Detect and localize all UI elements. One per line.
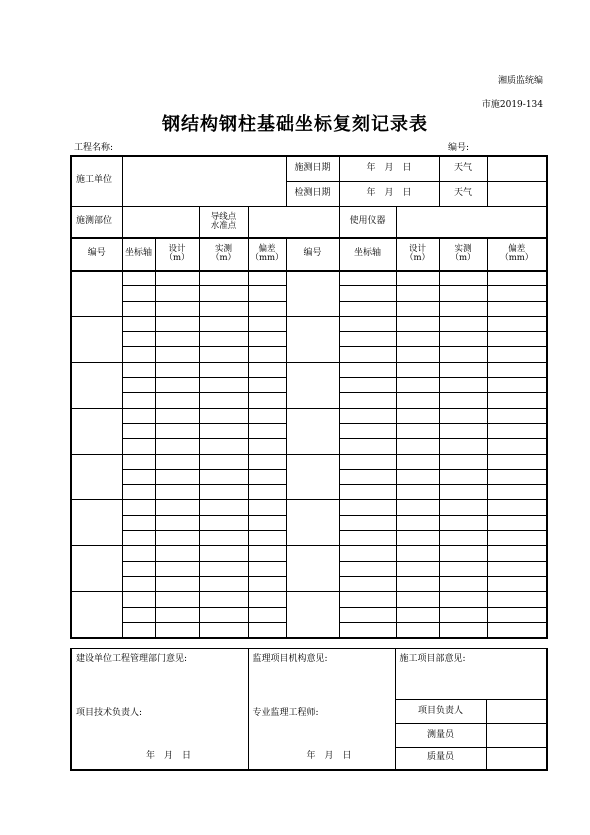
- measured-cell[interactable]: [439, 362, 487, 377]
- col-deviation-1-unit: （mm）: [250, 252, 284, 263]
- deviation-cell[interactable]: [248, 561, 286, 576]
- signature-table: [70, 648, 548, 771]
- measured-cell[interactable]: [199, 362, 248, 377]
- axis-cell[interactable]: [122, 378, 155, 393]
- measurement-table: [70, 237, 548, 639]
- design-cell[interactable]: [396, 454, 439, 469]
- axis-cell[interactable]: [122, 286, 155, 301]
- axis-cell[interactable]: [122, 271, 155, 286]
- construction-date-label: 施测日期: [286, 156, 339, 181]
- measured-cell[interactable]: [199, 454, 248, 469]
- design-cell[interactable]: [396, 592, 439, 607]
- measured-cell[interactable]: [439, 301, 487, 316]
- group-number-cell-left[interactable]: [71, 500, 122, 546]
- col-measured-2: [439, 238, 487, 271]
- design-cell[interactable]: [155, 592, 199, 607]
- axis-cell[interactable]: [339, 546, 396, 561]
- col-design-1-top: 设计: [168, 243, 186, 254]
- group-number-cell-right[interactable]: [286, 592, 339, 638]
- contractor-opinion-cell[interactable]: [395, 649, 547, 700]
- measured-cell[interactable]: [199, 546, 248, 561]
- deviation-cell[interactable]: [487, 454, 547, 469]
- serial-label: 编号:: [448, 143, 470, 153]
- col-deviation-1: [248, 238, 286, 271]
- quality-inspector-value[interactable]: [486, 748, 547, 770]
- deviation-cell[interactable]: [487, 301, 547, 316]
- instrument-label: 使用仪器: [339, 206, 396, 238]
- design-cell[interactable]: [396, 546, 439, 561]
- deviation-cell[interactable]: [248, 622, 286, 637]
- group-number-cell-right[interactable]: [286, 316, 339, 362]
- measured-cell[interactable]: [199, 500, 248, 515]
- design-cell[interactable]: [396, 607, 439, 622]
- deviation-cell[interactable]: [487, 515, 547, 530]
- deviation-cell[interactable]: [487, 592, 547, 607]
- measured-cell[interactable]: [199, 286, 248, 301]
- design-cell[interactable]: [155, 576, 199, 591]
- design-cell[interactable]: [155, 485, 199, 500]
- axis-cell[interactable]: [122, 592, 155, 607]
- design-cell[interactable]: [155, 408, 199, 423]
- axis-cell[interactable]: [122, 500, 155, 515]
- axis-cell[interactable]: [339, 485, 396, 500]
- table-row: [71, 500, 547, 515]
- measured-cell[interactable]: [199, 332, 248, 347]
- deviation-cell[interactable]: [248, 576, 286, 591]
- deviation-cell[interactable]: [487, 393, 547, 408]
- deviation-cell[interactable]: [248, 393, 286, 408]
- design-cell[interactable]: [396, 408, 439, 423]
- deviation-cell[interactable]: [248, 408, 286, 423]
- axis-cell[interactable]: [339, 592, 396, 607]
- measured-cell[interactable]: [199, 316, 248, 331]
- deviation-cell[interactable]: [248, 347, 286, 362]
- measured-cell[interactable]: [199, 439, 248, 454]
- deviation-cell[interactable]: [248, 439, 286, 454]
- axis-cell[interactable]: [339, 454, 396, 469]
- deviation-cell[interactable]: [487, 332, 547, 347]
- deviation-cell[interactable]: [248, 469, 286, 484]
- axis-cell[interactable]: [339, 423, 396, 438]
- supervisor-date-label: 年 月 日: [306, 751, 352, 761]
- axis-cell[interactable]: [339, 378, 396, 393]
- weather-label-2: 天气: [439, 181, 487, 206]
- design-cell[interactable]: [155, 531, 199, 546]
- col-deviation-2: [487, 238, 547, 271]
- group-number-cell-left[interactable]: [71, 271, 122, 317]
- deviation-cell[interactable]: [487, 546, 547, 561]
- owner-opinion-cell[interactable]: [71, 649, 248, 770]
- design-cell[interactable]: [155, 546, 199, 561]
- deviation-cell[interactable]: [248, 454, 286, 469]
- form-code: 市施2019-134: [481, 100, 543, 110]
- group-number-cell-right[interactable]: [286, 500, 339, 546]
- owner-opinion-label: 建设单位工程管理部门意见:: [76, 654, 188, 664]
- measured-cell[interactable]: [439, 316, 487, 331]
- deviation-cell[interactable]: [248, 378, 286, 393]
- deviation-cell[interactable]: [487, 561, 547, 576]
- axis-cell[interactable]: [122, 485, 155, 500]
- supervisor-opinion-cell[interactable]: [248, 649, 395, 770]
- design-cell[interactable]: [155, 362, 199, 377]
- group-number-cell-right[interactable]: [286, 271, 339, 317]
- weather-label-1: 天气: [439, 156, 487, 181]
- design-cell[interactable]: [155, 469, 199, 484]
- axis-cell[interactable]: [339, 408, 396, 423]
- measured-cell[interactable]: [439, 531, 487, 546]
- col-design-2-top: 设计: [408, 243, 426, 254]
- design-cell[interactable]: [396, 561, 439, 576]
- measured-cell[interactable]: [199, 622, 248, 637]
- surveyor-label: 测量员: [395, 724, 486, 748]
- design-cell[interactable]: [155, 316, 199, 331]
- measured-cell[interactable]: [439, 515, 487, 530]
- tech-lead-label: 项目技术负责人:: [76, 708, 143, 718]
- project-lead-value[interactable]: [486, 700, 547, 724]
- col-deviation-2-unit: （mm）: [500, 252, 534, 263]
- deviation-cell[interactable]: [248, 485, 286, 500]
- axis-cell[interactable]: [122, 316, 155, 331]
- deviation-cell[interactable]: [248, 531, 286, 546]
- owner-date-label: 年 月 日: [146, 751, 192, 761]
- guide-point-line-2: 水准点: [210, 221, 237, 231]
- col-axis-1: 坐标轴: [122, 238, 155, 271]
- measured-cell[interactable]: [439, 286, 487, 301]
- measured-cell[interactable]: [199, 485, 248, 500]
- contractor-opinion-label: 施工项目部意见:: [399, 654, 466, 664]
- design-cell[interactable]: [396, 515, 439, 530]
- page-title: 钢结构钢柱基础坐标复刻记录表: [162, 114, 428, 135]
- col-number-2: 编号: [286, 238, 339, 271]
- measured-cell[interactable]: [439, 332, 487, 347]
- axis-cell[interactable]: [339, 332, 396, 347]
- table-row: [71, 592, 547, 607]
- group-number-cell-left[interactable]: [71, 454, 122, 500]
- group-number-cell-left[interactable]: [71, 316, 122, 362]
- construction-date-value[interactable]: 年 月 日: [339, 156, 439, 181]
- measured-cell[interactable]: [439, 408, 487, 423]
- axis-cell[interactable]: [122, 607, 155, 622]
- design-cell[interactable]: [396, 423, 439, 438]
- measured-cell[interactable]: [199, 271, 248, 286]
- measured-cell[interactable]: [439, 500, 487, 515]
- axis-cell[interactable]: [339, 515, 396, 530]
- measured-cell[interactable]: [439, 454, 487, 469]
- col-design-1: [155, 238, 199, 271]
- design-cell[interactable]: [155, 439, 199, 454]
- design-cell[interactable]: [396, 271, 439, 286]
- surveyor-value[interactable]: [486, 724, 547, 748]
- construction-unit-label: 施工单位: [71, 156, 122, 206]
- deviation-cell[interactable]: [248, 271, 286, 286]
- deviation-cell[interactable]: [248, 423, 286, 438]
- col-measured-1-unit: （m）: [210, 252, 237, 263]
- measured-cell[interactable]: [439, 546, 487, 561]
- guide-point-label: [199, 206, 248, 238]
- deviation-cell[interactable]: [487, 423, 547, 438]
- group-number-cell-right[interactable]: [286, 546, 339, 592]
- axis-cell[interactable]: [122, 408, 155, 423]
- axis-cell[interactable]: [122, 332, 155, 347]
- design-cell[interactable]: [155, 332, 199, 347]
- measured-cell[interactable]: [199, 576, 248, 591]
- axis-cell[interactable]: [339, 393, 396, 408]
- axis-cell[interactable]: [122, 531, 155, 546]
- project-name-label: 工程名称:: [74, 143, 114, 153]
- axis-cell[interactable]: [339, 347, 396, 362]
- group-number-cell-right[interactable]: [286, 454, 339, 500]
- measured-cell[interactable]: [439, 576, 487, 591]
- inspection-date-value[interactable]: 年 月 日: [339, 181, 439, 206]
- design-cell[interactable]: [155, 622, 199, 637]
- guide-point-value[interactable]: [248, 206, 339, 238]
- axis-cell[interactable]: [339, 286, 396, 301]
- design-cell[interactable]: [396, 301, 439, 316]
- deviation-cell[interactable]: [248, 500, 286, 515]
- design-cell[interactable]: [155, 271, 199, 286]
- col-measured-1: [199, 238, 248, 271]
- measured-cell[interactable]: [199, 347, 248, 362]
- deviation-cell[interactable]: [487, 347, 547, 362]
- measured-cell[interactable]: [199, 393, 248, 408]
- axis-cell[interactable]: [122, 423, 155, 438]
- deviation-cell[interactable]: [248, 332, 286, 347]
- group-number-cell-left[interactable]: [71, 592, 122, 638]
- design-cell[interactable]: [396, 622, 439, 637]
- design-cell[interactable]: [155, 378, 199, 393]
- design-cell[interactable]: [155, 607, 199, 622]
- deviation-cell[interactable]: [487, 362, 547, 377]
- axis-cell[interactable]: [339, 301, 396, 316]
- deviation-cell[interactable]: [248, 592, 286, 607]
- design-cell[interactable]: [396, 576, 439, 591]
- supervisor-opinion-label: 监理项目机构意见:: [252, 654, 328, 664]
- axis-cell[interactable]: [122, 576, 155, 591]
- design-cell[interactable]: [396, 500, 439, 515]
- supervising-engineer-label: 专业监理工程师:: [252, 708, 319, 718]
- measured-cell[interactable]: [199, 561, 248, 576]
- axis-cell[interactable]: [122, 439, 155, 454]
- deviation-cell[interactable]: [487, 286, 547, 301]
- design-cell[interactable]: [155, 454, 199, 469]
- column-header-row: [71, 238, 547, 271]
- table-row: [71, 408, 547, 423]
- table-row: [71, 454, 547, 469]
- group-number-cell-left[interactable]: [71, 362, 122, 408]
- weather-value-1[interactable]: [487, 156, 547, 181]
- deviation-cell[interactable]: [487, 607, 547, 622]
- deviation-cell[interactable]: [248, 607, 286, 622]
- axis-cell[interactable]: [122, 301, 155, 316]
- axis-cell[interactable]: [122, 622, 155, 637]
- axis-cell[interactable]: [122, 546, 155, 561]
- measured-cell[interactable]: [439, 622, 487, 637]
- design-cell[interactable]: [155, 515, 199, 530]
- measured-cell[interactable]: [439, 271, 487, 286]
- design-cell[interactable]: [396, 362, 439, 377]
- col-deviation-2-top: 偏差: [508, 243, 526, 254]
- guide-point-line-1: 导线点: [210, 212, 237, 223]
- deviation-cell[interactable]: [248, 546, 286, 561]
- measured-cell[interactable]: [439, 347, 487, 362]
- design-cell[interactable]: [396, 286, 439, 301]
- inspection-date-label: 检测日期: [286, 181, 339, 206]
- axis-cell[interactable]: [339, 607, 396, 622]
- measured-cell[interactable]: [199, 607, 248, 622]
- measured-cell[interactable]: [199, 515, 248, 530]
- axis-cell[interactable]: [339, 622, 396, 637]
- design-cell[interactable]: [155, 286, 199, 301]
- col-design-1-unit: （m）: [164, 252, 190, 263]
- table-row: [71, 362, 547, 377]
- deviation-cell[interactable]: [248, 301, 286, 316]
- table-row: [71, 546, 547, 561]
- measured-cell[interactable]: [439, 592, 487, 607]
- col-measured-2-top: 实测: [454, 243, 472, 254]
- design-cell[interactable]: [396, 469, 439, 484]
- group-number-cell-right[interactable]: [286, 362, 339, 408]
- design-cell[interactable]: [396, 439, 439, 454]
- axis-cell[interactable]: [122, 347, 155, 362]
- deviation-cell[interactable]: [487, 622, 547, 637]
- deviation-cell[interactable]: [487, 378, 547, 393]
- design-cell[interactable]: [396, 378, 439, 393]
- deviation-cell[interactable]: [248, 286, 286, 301]
- design-cell[interactable]: [396, 332, 439, 347]
- axis-cell[interactable]: [122, 454, 155, 469]
- design-cell[interactable]: [396, 347, 439, 362]
- measured-cell[interactable]: [439, 607, 487, 622]
- instrument-value[interactable]: [396, 206, 547, 238]
- design-cell[interactable]: [155, 500, 199, 515]
- axis-cell[interactable]: [122, 469, 155, 484]
- design-cell[interactable]: [155, 423, 199, 438]
- measured-cell[interactable]: [199, 301, 248, 316]
- deviation-cell[interactable]: [487, 500, 547, 515]
- col-deviation-1-top: 偏差: [258, 243, 276, 254]
- measured-cell[interactable]: [439, 423, 487, 438]
- axis-cell[interactable]: [339, 316, 396, 331]
- deviation-cell[interactable]: [248, 362, 286, 377]
- measured-cell[interactable]: [439, 469, 487, 484]
- design-cell[interactable]: [155, 301, 199, 316]
- construction-unit-value[interactable]: [122, 156, 286, 206]
- axis-cell[interactable]: [339, 500, 396, 515]
- axis-cell[interactable]: [122, 561, 155, 576]
- measured-part-value[interactable]: [122, 206, 199, 238]
- deviation-cell[interactable]: [487, 531, 547, 546]
- group-number-cell-left[interactable]: [71, 546, 122, 592]
- measured-part-label: 施测部位: [71, 206, 122, 238]
- axis-cell[interactable]: [339, 531, 396, 546]
- measured-cell[interactable]: [199, 531, 248, 546]
- deviation-cell[interactable]: [487, 439, 547, 454]
- design-cell[interactable]: [155, 561, 199, 576]
- measured-cell[interactable]: [439, 393, 487, 408]
- measured-cell[interactable]: [439, 485, 487, 500]
- deviation-cell[interactable]: [487, 271, 547, 286]
- col-axis-2: 坐标轴: [339, 238, 396, 271]
- project-lead-label: 项目负责人: [395, 700, 486, 724]
- design-cell[interactable]: [396, 531, 439, 546]
- quality-inspector-label: 质量员: [395, 748, 486, 770]
- measured-cell[interactable]: [439, 561, 487, 576]
- measured-cell[interactable]: [439, 439, 487, 454]
- col-measured-1-top: 实测: [214, 243, 232, 254]
- measured-cell[interactable]: [199, 378, 248, 393]
- publisher-label: 湘质监统编: [497, 76, 543, 86]
- design-cell[interactable]: [396, 393, 439, 408]
- deviation-cell[interactable]: [487, 576, 547, 591]
- deviation-cell[interactable]: [248, 515, 286, 530]
- design-cell[interactable]: [396, 316, 439, 331]
- deviation-cell[interactable]: [487, 485, 547, 500]
- deviation-cell[interactable]: [487, 316, 547, 331]
- axis-cell[interactable]: [122, 515, 155, 530]
- col-measured-2-unit: （m）: [450, 252, 476, 263]
- design-cell[interactable]: [155, 393, 199, 408]
- deviation-cell[interactable]: [487, 408, 547, 423]
- deviation-cell[interactable]: [487, 469, 547, 484]
- weather-value-2[interactable]: [487, 181, 547, 206]
- axis-cell[interactable]: [339, 362, 396, 377]
- table-row: [71, 316, 547, 331]
- measured-cell[interactable]: [199, 408, 248, 423]
- deviation-cell[interactable]: [248, 316, 286, 331]
- axis-cell[interactable]: [339, 561, 396, 576]
- info-table: [70, 155, 548, 239]
- axis-cell[interactable]: [122, 393, 155, 408]
- measured-cell[interactable]: [199, 592, 248, 607]
- col-design-2: [396, 238, 439, 271]
- group-number-cell-left[interactable]: [71, 408, 122, 454]
- axis-cell[interactable]: [339, 469, 396, 484]
- measured-cell[interactable]: [439, 378, 487, 393]
- col-number-1: 编号: [71, 238, 122, 271]
- design-cell[interactable]: [155, 347, 199, 362]
- axis-cell[interactable]: [339, 439, 396, 454]
- design-cell[interactable]: [396, 485, 439, 500]
- measured-cell[interactable]: [199, 469, 248, 484]
- measured-cell[interactable]: [199, 423, 248, 438]
- axis-cell[interactable]: [339, 576, 396, 591]
- table-row: [71, 271, 547, 286]
- group-number-cell-right[interactable]: [286, 408, 339, 454]
- axis-cell[interactable]: [339, 271, 396, 286]
- col-design-2-unit: （m）: [404, 252, 431, 263]
- axis-cell[interactable]: [122, 362, 155, 377]
